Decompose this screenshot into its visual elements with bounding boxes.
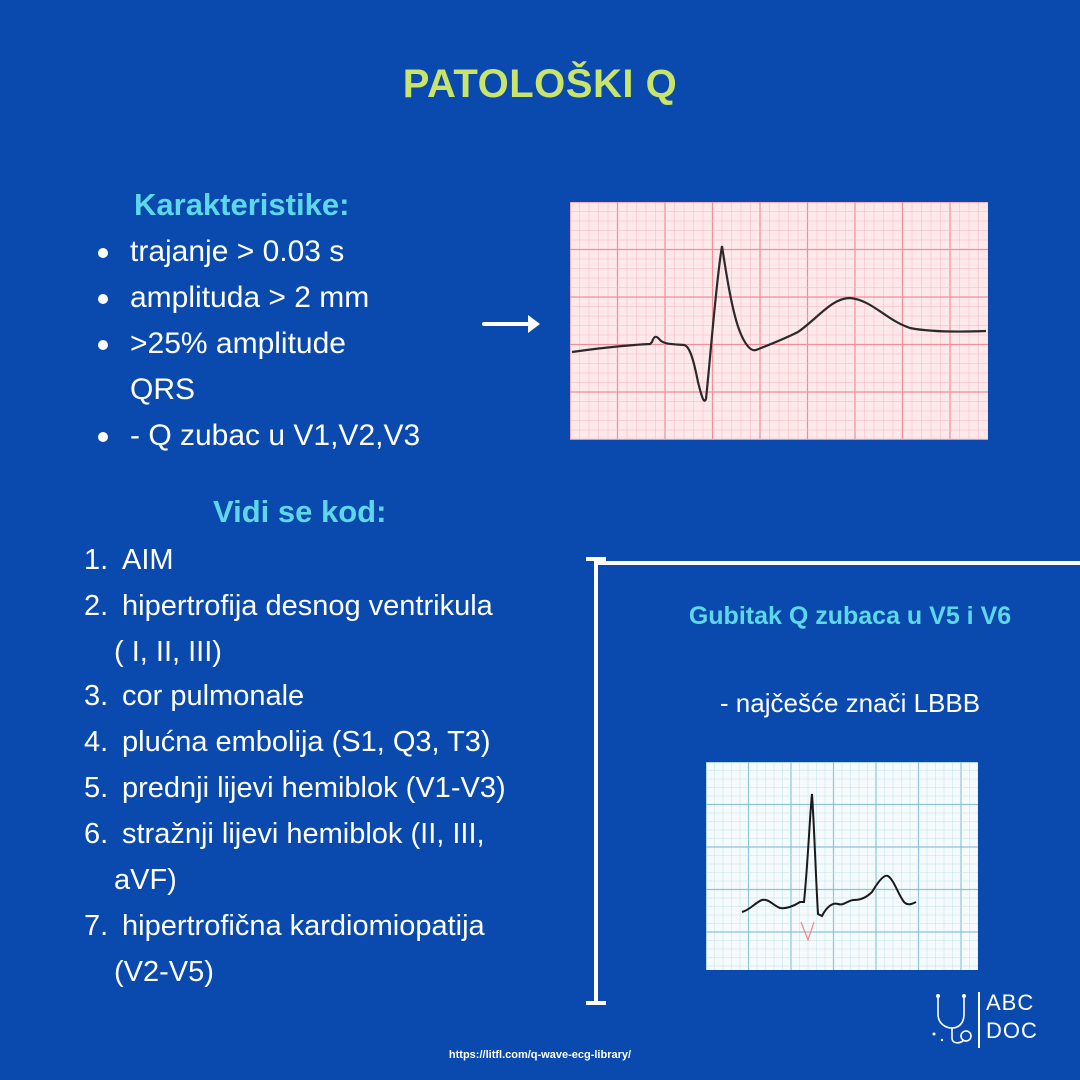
characteristic-text: - Q zubac u V1,V2,V3 (130, 419, 421, 452)
list-text: prednji lijevi hemiblok (V1-V3) (122, 772, 506, 804)
page-title: PATOLOŠKI Q (402, 62, 678, 106)
list-text: AIM (122, 544, 174, 576)
list-number: 1. (84, 544, 109, 576)
logo-text-doc: DOC (986, 1018, 1038, 1043)
list-item (84, 814, 485, 854)
list-number: 2. (84, 590, 109, 622)
seen-in-heading: Vidi se kod: (213, 494, 387, 529)
ecg-trace (742, 794, 916, 916)
list-number: 3. (84, 680, 109, 712)
lbbb-ecg-image (706, 762, 978, 970)
list-text: hipertrofija desnog ventrikula (122, 590, 493, 622)
ecg-grid (706, 762, 978, 970)
list-number: 6. (84, 818, 109, 850)
characteristic-text: trajanje > 0.03 s (130, 235, 345, 268)
list-item (84, 768, 506, 808)
list-item-continuation: (V2-V5) (114, 956, 214, 988)
list-text: stražnji lijevi hemiblok (II, III, (122, 818, 485, 850)
source-link[interactable]: https://litfl.com/q-wave-ecg-library/ (448, 1049, 632, 1061)
list-number: 7. (84, 910, 109, 942)
ecg-grid (570, 202, 988, 440)
list-item (84, 906, 485, 946)
bullet-icon (98, 248, 108, 258)
logo-divider (978, 992, 980, 1048)
bullet-icon (98, 294, 108, 304)
q-loss-note: - najčešće znači LBBB (719, 688, 981, 718)
pathological-q-ecg-image (570, 202, 988, 440)
characteristic-text: >25% amplitude (130, 327, 346, 360)
list-item (84, 540, 174, 580)
bullet-icon (98, 340, 108, 350)
stethoscope-icon (928, 990, 976, 1048)
list-text: plućna embolija (S1, Q3, T3) (122, 726, 491, 758)
bullet-icon (98, 432, 108, 442)
characteristic-text: amplituda > 2 mm (130, 281, 370, 314)
arrow-right-icon (482, 311, 542, 339)
list-text: hipertrofična kardiomiopatija (122, 910, 485, 942)
list-number: 5. (84, 772, 109, 804)
list-text: cor pulmonale (122, 680, 305, 712)
abc-doc-logo (928, 990, 1048, 1050)
list-number: 4. (84, 726, 109, 758)
characteristics-heading: Karakteristike: (134, 187, 350, 222)
list-item (84, 676, 304, 716)
q-loss-heading: Gubitak Q zubaca u V5 i V6 (688, 602, 1012, 630)
logo-text-abc: ABC (986, 990, 1035, 1015)
ecg-marker (801, 922, 814, 940)
characteristic-text: QRS (130, 373, 196, 406)
list-item (84, 586, 493, 626)
list-item (84, 722, 491, 762)
list-item-continuation: aVF) (114, 864, 177, 896)
list-item-continuation: ( I, II, III) (114, 636, 222, 668)
